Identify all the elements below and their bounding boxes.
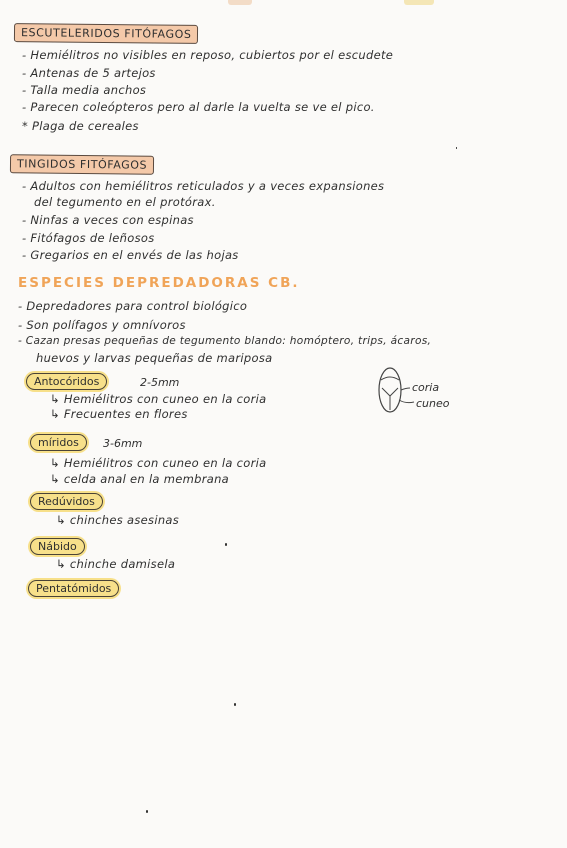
note-line: - Son polífagos y omnívoros bbox=[18, 318, 186, 332]
family-note: ↳ Hemiélitros con cuneo en la coria bbox=[50, 456, 267, 470]
note-line: - Cazan presas pequeñas de tegumento blando: homóptero, trips, ácaros, bbox=[18, 335, 432, 347]
paper-mark bbox=[404, 0, 434, 5]
note-line: - Fitófagos de leñosos bbox=[22, 231, 155, 245]
ink-speck bbox=[456, 147, 457, 149]
family-note: ↳ chinches asesinas bbox=[56, 513, 180, 527]
family-note: ↳ chinche damisela bbox=[56, 557, 176, 571]
family-note: ↳ Hemiélitros con cuneo en la coria bbox=[50, 392, 267, 406]
note-line: - Ninfas a veces con espinas bbox=[22, 213, 194, 227]
note-line: * Plaga de cereales bbox=[22, 119, 139, 133]
note-line: huevos y larvas pequeñas de mariposa bbox=[36, 351, 273, 365]
heading-tingidos: TINGIDOS FITÓFAGOS bbox=[10, 154, 154, 175]
note-line: - Parecen coleópteros pero al darle la vuelta se ve el pico. bbox=[22, 100, 375, 114]
heading-depredadoras: ESPECIES DEPREDADORAS CB. bbox=[18, 275, 300, 291]
family-size: 2-5mm bbox=[140, 376, 180, 389]
family-pentatomidos: Pentatómidos bbox=[28, 580, 119, 597]
family-note: ↳ Frecuentes en flores bbox=[50, 407, 188, 421]
note-line: - Adultos con hemiélitros reticulados y a veces expansiones bbox=[22, 179, 385, 193]
note-line: del tegumento en el protórax. bbox=[34, 195, 216, 209]
heading-escutelerids: ESCUTELERIDOS FITÓFAGOS bbox=[14, 23, 199, 44]
note-line: - Hemiélitros no visibles en reposo, cubiertos por el escudete bbox=[22, 48, 394, 62]
diagram-label-cuneo: cuneo bbox=[416, 397, 450, 410]
ink-speck bbox=[234, 703, 236, 706]
note-line: - Antenas de 5 artejos bbox=[22, 66, 156, 80]
family-nabido: Nábido bbox=[30, 538, 85, 555]
diagram-label-coria: coria bbox=[412, 381, 440, 394]
note-line: - Talla media anchos bbox=[22, 83, 147, 97]
ink-speck bbox=[146, 810, 148, 813]
family-reduvidos: Redúvidos bbox=[30, 493, 103, 510]
note-line: - Gregarios en el envés de las hojas bbox=[22, 248, 239, 262]
family-note: ↳ celda anal en la membrana bbox=[50, 472, 230, 486]
ink-speck bbox=[225, 543, 227, 546]
family-miridos: míridos bbox=[30, 434, 87, 451]
family-antocoridos: Antocóridos bbox=[26, 373, 107, 390]
paper-mark bbox=[228, 0, 252, 5]
family-size: 3-6mm bbox=[103, 437, 143, 450]
note-line: - Depredadores para control biológico bbox=[18, 299, 248, 313]
